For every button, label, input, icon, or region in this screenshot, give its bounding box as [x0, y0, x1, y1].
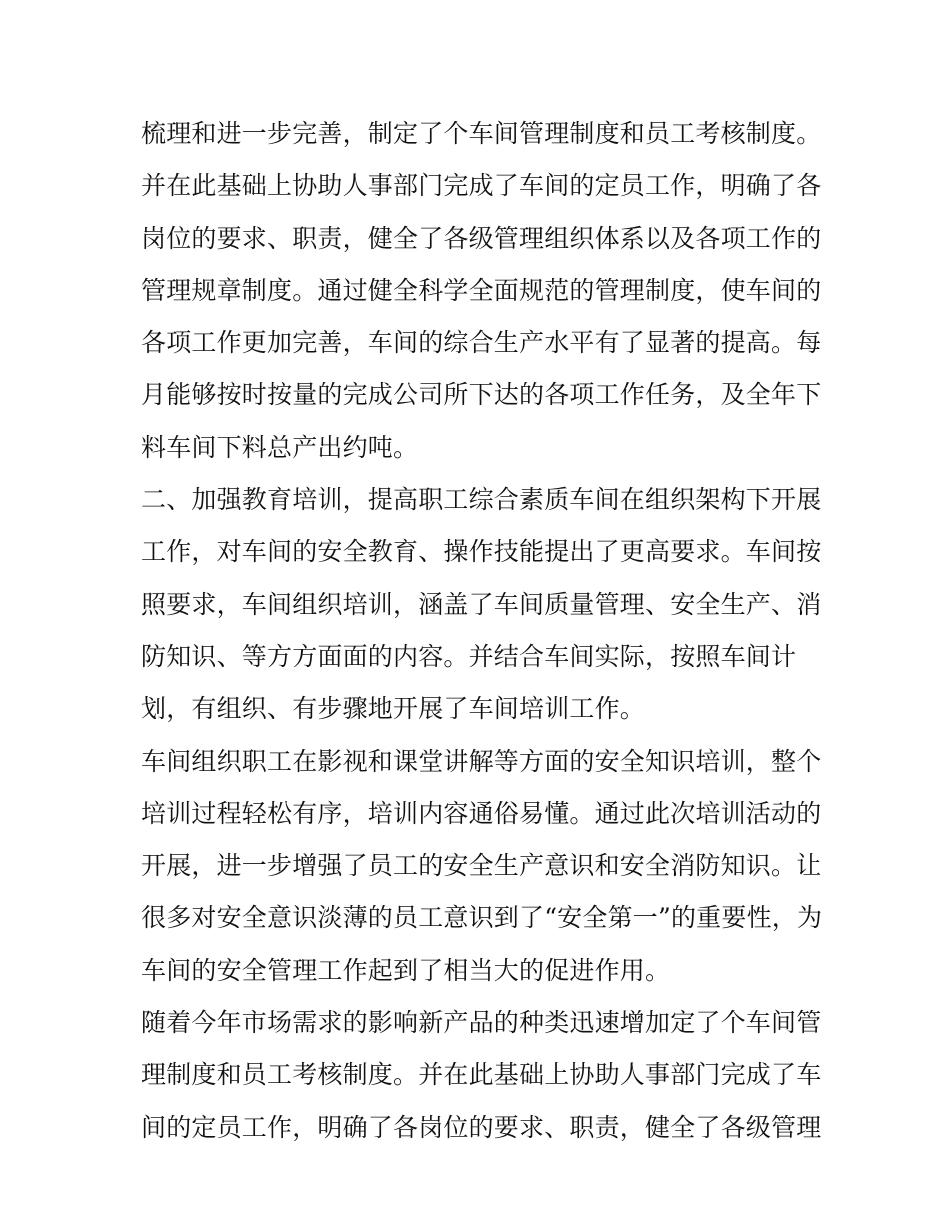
- text-line: 车间组织职工在影视和课堂讲解等方面的安全知识培训，整个: [141, 746, 822, 776]
- text-line: 岗位的要求、职责，健全了各级管理组织体系以及各项工作的: [141, 223, 822, 253]
- text-line: 月能够按时按量的完成公司所下达的各项工作任务，及全年下: [141, 380, 822, 410]
- text-line: 理制度和员工考核制度。并在此基础上协助人事部门完成了车: [141, 1060, 822, 1090]
- text-line: 开展，进一步增强了员工的安全生产意识和安全消防知识。让: [141, 851, 822, 881]
- body-text: [141, 108, 821, 1154]
- text-line: 培训过程轻松有序，培训内容通俗易懂。通过此次培训活动的: [141, 798, 822, 828]
- text-line: 很多对安全意识淡薄的员工意识到了“安全第一”的重要性，为: [141, 903, 823, 933]
- text-line: 工作，对车间的安全教育、操作技能提出了更高要求。车间按: [141, 537, 822, 567]
- text-line: 二、加强教育培训，提高职工综合素质车间在组织架构下开展: [141, 485, 822, 515]
- text-line: 并在此基础上协助人事部门完成了车间的定员工作，明确了各: [141, 171, 822, 201]
- text-line: 防知识、等方方面面的内容。并结合车间实际，按照车间计: [141, 641, 797, 671]
- text-line: 各项工作更加完善，车间的综合生产水平有了显著的提高。每: [141, 328, 822, 358]
- text-line: 梳理和进一步完善，制定了个车间管理制度和员工考核制度。: [141, 119, 822, 148]
- text-line: 间的定员工作，明确了各岗位的要求、职责，健全了各级管理: [141, 1112, 822, 1142]
- text-line: 管理规章制度。通过健全科学全面规范的管理制度，使车间的: [141, 275, 822, 305]
- text-line: 车间的安全管理工作起到了相当大的促进作用。: [141, 955, 671, 985]
- text-line: 随着今年市场需求的影响新产品的种类迅速增加定了个车间管: [141, 1008, 822, 1038]
- text-line: 划，有组织、有步骤地开展了车间培训工作。: [141, 694, 646, 724]
- text-line: 料车间下料总产出约吨。: [141, 432, 419, 462]
- text-line: 照要求，车间组织培训，涵盖了车间质量管理、安全生产、消: [141, 589, 822, 619]
